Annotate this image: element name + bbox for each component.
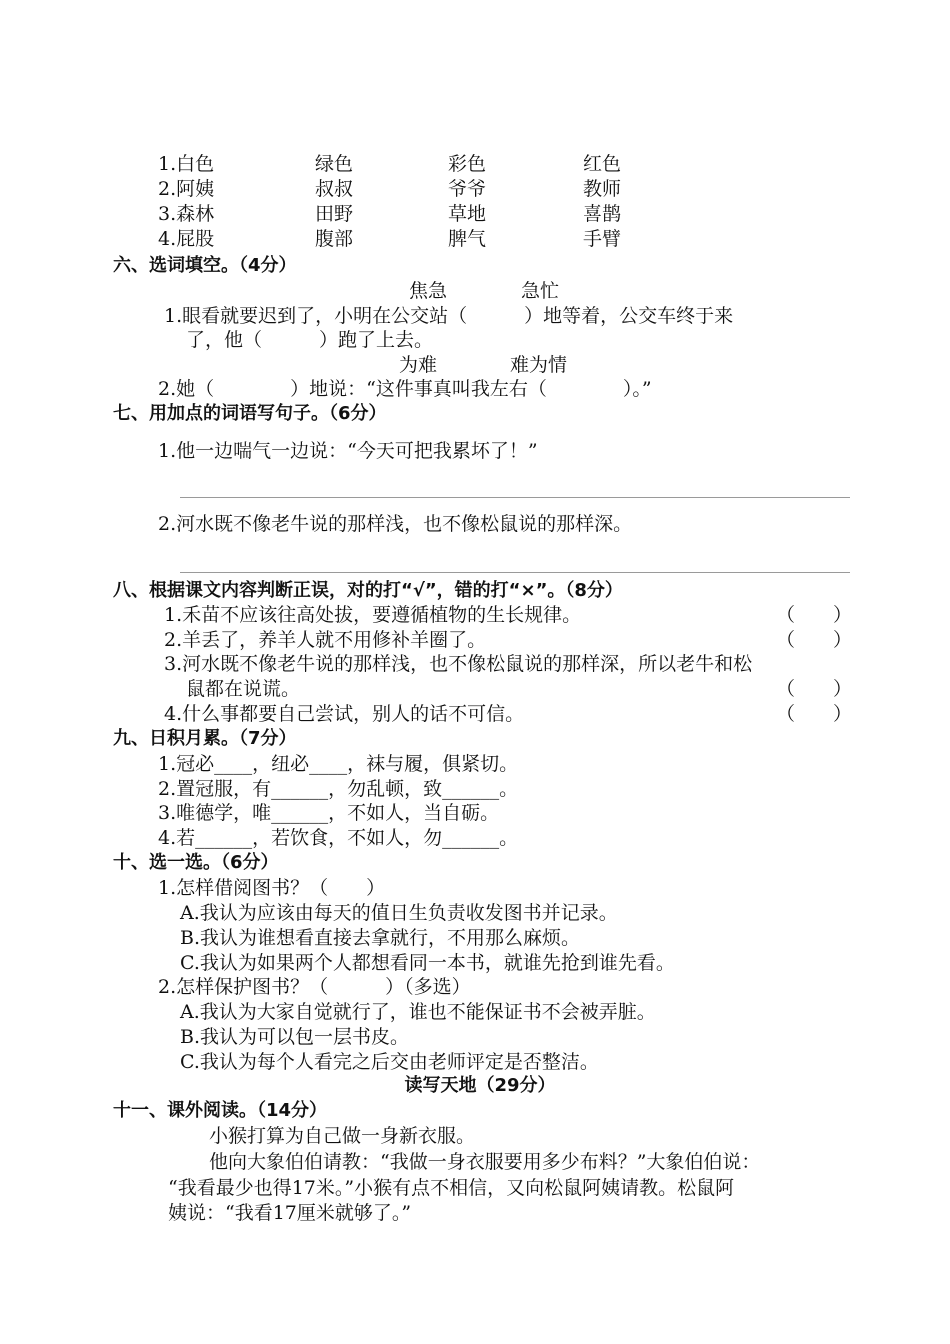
q10-option: A.我认为应该由每天的值日生负责收发图书并记录。 xyxy=(180,902,618,924)
q10-option: B.我认为谁想看直接去拿就行，不用那么麻烦。 xyxy=(180,927,581,949)
q7-title: 七、用加点的词语写句子。（6分） xyxy=(113,403,387,424)
reading-paragraph: 姨说：“我看17厘米就够了。” xyxy=(168,1202,412,1224)
q6-title: 六、选词填空。（4分） xyxy=(113,255,297,276)
q10-option: B.我认为可以包一层书皮。 xyxy=(180,1026,410,1048)
reading-paragraph: 他向大象伯伯请教：“我做一身衣服要用多少布料？”大象伯伯说： xyxy=(209,1151,761,1173)
q5-cell: 1.白色 xyxy=(158,153,215,175)
q10-option: A.我认为大家自觉就行了，谁也不能保证书不会被弄脏。 xyxy=(180,1001,656,1023)
q5-cell: 绿色 xyxy=(315,153,354,175)
q5-cell: 爷爷 xyxy=(448,178,487,200)
answer-bracket[interactable]: （ ） xyxy=(776,678,853,700)
q6-sentence-2: 2.她（ ）地说：“这件事真叫我左右（ ）。” xyxy=(158,378,652,400)
q5-cell: 田野 xyxy=(315,203,354,225)
q5-cell: 2.阿姨 xyxy=(158,178,215,200)
q6-word-option: 焦急 xyxy=(409,280,448,302)
q7-sentence-2: 2.河水既不像老牛说的那样浅，也不像松鼠说的那样深。 xyxy=(158,513,633,535)
answer-bracket[interactable]: （ ） xyxy=(776,703,853,725)
q5-cell: 教师 xyxy=(583,178,622,200)
q5-cell: 叔叔 xyxy=(315,178,354,200)
q5-cell: 腹部 xyxy=(315,228,354,250)
q8-item: 1.禾苗不应该往高处拔，要遵循植物的生长规律。 xyxy=(164,604,582,626)
q10-option: C.我认为如果两个人都想看同一本书，就谁先抢到谁先看。 xyxy=(180,952,675,974)
q9-item: 3.唯德学，唯______，不如人，当自砺。 xyxy=(158,802,500,824)
q5-cell: 喜鹊 xyxy=(583,203,622,225)
q7-sentence-1: 1.他一边喘气一边说：“今天可把我累坏了！” xyxy=(158,440,538,462)
q10-title: 十、选一选。（6分） xyxy=(113,852,279,873)
q8-item-cont: 鼠都在说谎。 xyxy=(186,678,301,700)
answer-line[interactable] xyxy=(180,497,850,498)
q5-cell: 3.森林 xyxy=(158,203,215,225)
q5-cell: 脾气 xyxy=(448,228,487,250)
q9-title: 九、日积月累。（7分） xyxy=(113,728,297,749)
q6-sentence-1-cont: 了，他（ ）跑了上去。 xyxy=(186,329,434,351)
q5-cell: 彩色 xyxy=(448,153,487,175)
q9-item: 2.置冠服，有______，勿乱顿，致______。 xyxy=(158,778,519,800)
q6-word-option: 为难 xyxy=(399,354,438,376)
q10-option: C.我认为每个人看完之后交由老师评定是否整洁。 xyxy=(180,1051,599,1073)
section-title: 读写天地（29分） xyxy=(404,1075,556,1096)
q8-item: 2.羊丢了，养羊人就不用修补羊圈了。 xyxy=(164,629,487,651)
answer-line[interactable] xyxy=(180,572,850,573)
reading-paragraph: 小猴打算为自己做一身新衣服。 xyxy=(209,1125,476,1147)
q9-item: 4.若______，若饮食，不如人，勿______。 xyxy=(158,827,519,849)
answer-bracket[interactable]: （ ） xyxy=(776,629,853,651)
q6-word-option: 难为情 xyxy=(510,354,568,376)
q8-item: 3.河水既不像老牛说的那样浅，也不像松鼠说的那样深，所以老牛和松 xyxy=(164,653,753,675)
answer-bracket[interactable]: （ ） xyxy=(776,604,853,626)
q10-question: 1.怎样借阅图书？（ ） xyxy=(158,877,386,899)
q5-cell: 红色 xyxy=(583,153,622,175)
q5-cell: 草地 xyxy=(448,203,487,225)
q9-item: 1.冠必____，纽必____，袜与履，俱紧切。 xyxy=(158,753,519,775)
q6-word-option: 急忙 xyxy=(521,280,560,302)
q8-title: 八、根据课文内容判断正误，对的打“√”，错的打“×”。（8分） xyxy=(113,580,623,601)
q10-question: 2.怎样保护图书？（ ）（多选） xyxy=(158,976,471,998)
q11-title: 十一、课外阅读。（14分） xyxy=(113,1100,328,1121)
reading-paragraph: “我看最少也得17米。”小猴有点不相信，又向松鼠阿姨请教。松鼠阿 xyxy=(168,1177,735,1199)
q5-cell: 手臂 xyxy=(583,228,622,250)
q6-sentence-1: 1.眼看就要迟到了，小明在公交站（ ）地等着，公交车终于来 xyxy=(164,305,734,327)
q5-cell: 4.屁股 xyxy=(158,228,215,250)
q8-item: 4.什么事都要自己尝试，别人的话不可信。 xyxy=(164,703,525,725)
